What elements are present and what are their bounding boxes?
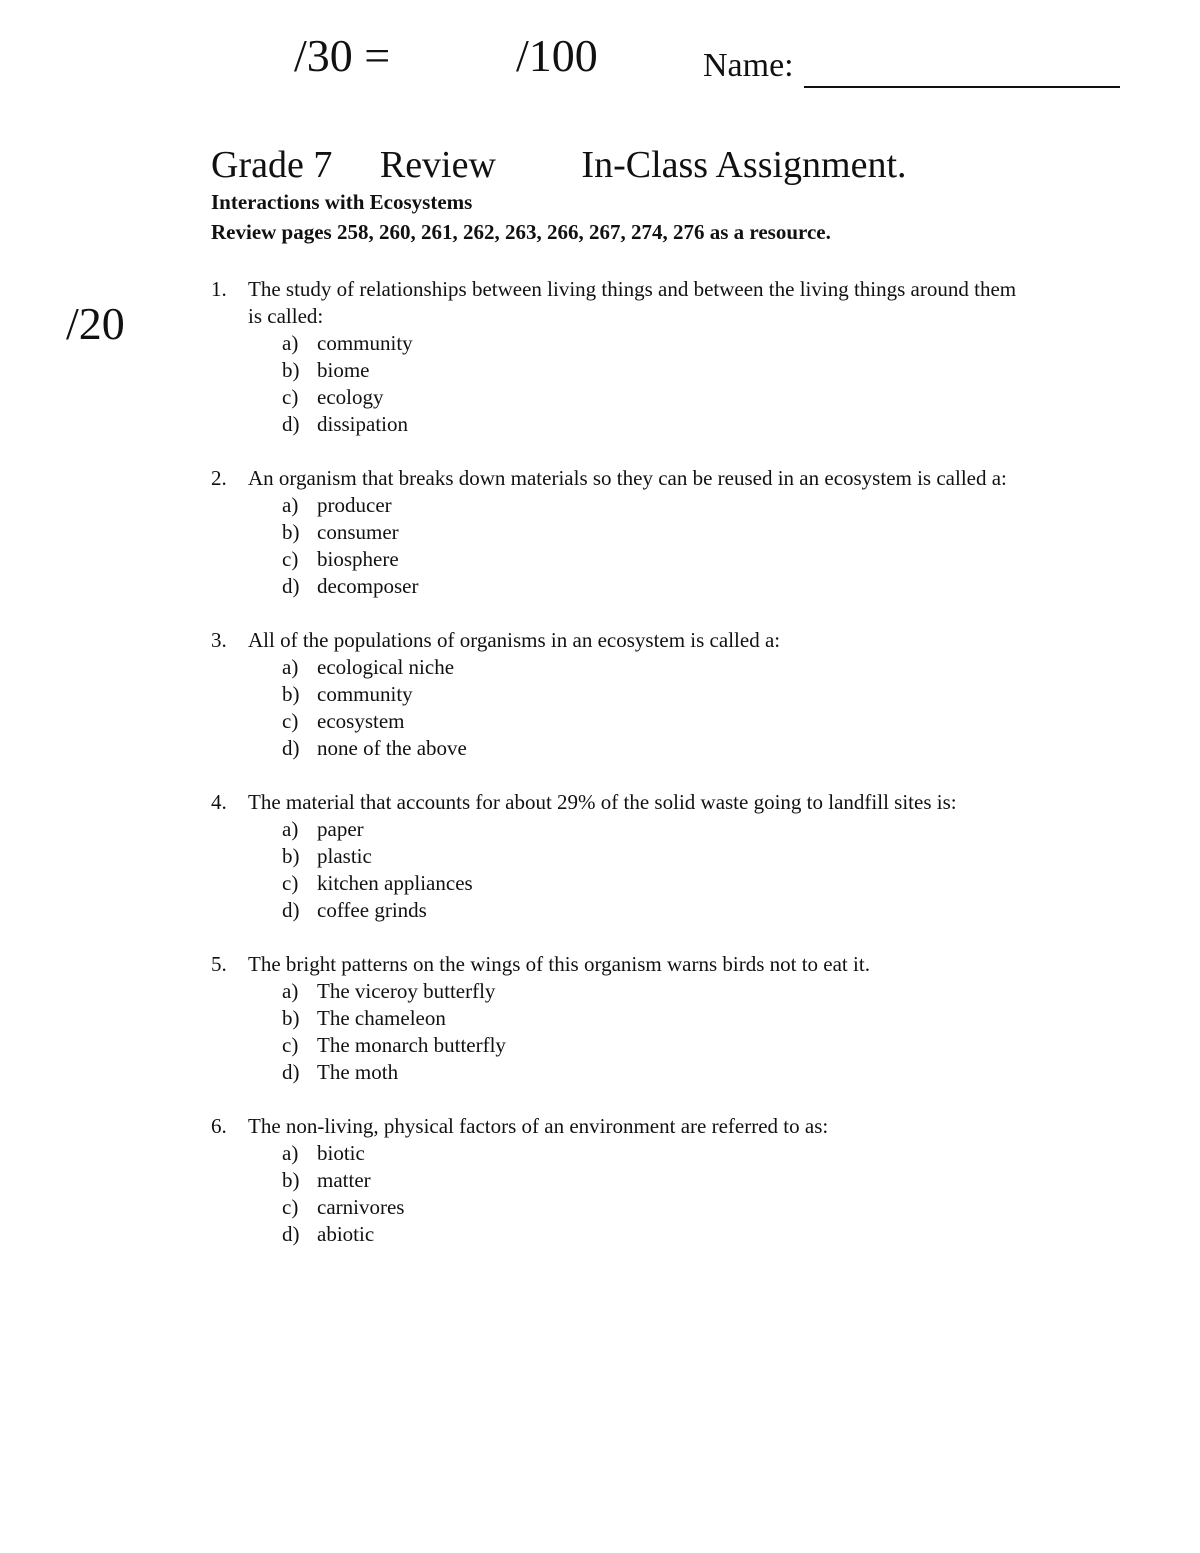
name-field (703, 44, 1120, 88)
option-text: producer (317, 493, 392, 517)
option-letter: a) (282, 331, 299, 355)
question-5 (211, 951, 1031, 1086)
option-text: carnivores (317, 1195, 405, 1219)
option-b[interactable] (282, 519, 1031, 546)
option-letter: c) (282, 1195, 299, 1219)
question-stem (211, 627, 1031, 654)
option-list (211, 816, 1031, 924)
option-letter: c) (282, 1033, 299, 1057)
question-2 (211, 465, 1031, 600)
question-number: 3. (211, 628, 227, 652)
option-text: The monarch butterfly (317, 1033, 506, 1057)
option-letter: d) (282, 1222, 300, 1246)
option-text: ecological niche (317, 655, 455, 679)
option-text: ecology (317, 385, 384, 409)
question-number: 5. (211, 952, 227, 976)
option-text: ecosystem (317, 709, 405, 733)
question-text: The bright patterns on the wings of this organism warns birds not to eat it. (248, 952, 870, 976)
option-text: biotic (317, 1141, 365, 1165)
option-text: dissipation (317, 412, 409, 436)
question-stem (211, 1113, 1031, 1140)
option-d[interactable] (282, 1221, 1031, 1248)
option-letter: d) (282, 736, 300, 760)
option-letter: b) (282, 520, 300, 544)
option-letter: b) (282, 844, 300, 868)
question-6 (211, 1113, 1031, 1248)
question-stem (211, 951, 1031, 978)
question-number: 1. (211, 277, 227, 301)
question-number: 4. (211, 790, 227, 814)
option-text: consumer (317, 520, 399, 544)
option-d[interactable] (282, 735, 1031, 762)
option-c[interactable] (282, 1032, 1031, 1059)
option-c[interactable] (282, 870, 1031, 897)
name-blank-line[interactable] (804, 50, 1120, 88)
section-score-label: /20 (66, 298, 125, 349)
question-3 (211, 627, 1031, 762)
option-list (211, 492, 1031, 600)
option-a[interactable] (282, 816, 1031, 843)
question-number: 2. (211, 466, 227, 490)
option-d[interactable] (282, 897, 1031, 924)
question-stem (211, 789, 1031, 816)
option-letter: a) (282, 817, 299, 841)
option-a[interactable] (282, 1140, 1031, 1167)
question-text: The non-living, physical factors of an environment are referred to as: (248, 1114, 829, 1138)
option-letter: b) (282, 682, 300, 706)
option-text: matter (317, 1168, 371, 1192)
option-text: decomposer (317, 574, 419, 598)
option-letter: c) (282, 547, 299, 571)
option-text: biome (317, 358, 370, 382)
question-stem (211, 465, 1031, 492)
option-a[interactable] (282, 654, 1031, 681)
option-c[interactable] (282, 546, 1031, 573)
option-letter: b) (282, 1168, 300, 1192)
option-letter: a) (282, 1141, 299, 1165)
option-text: paper (317, 817, 364, 841)
option-letter: b) (282, 1006, 300, 1030)
score-total-label: /30 = (294, 30, 391, 81)
option-letter: c) (282, 871, 299, 895)
option-a[interactable] (282, 330, 1031, 357)
question-list (211, 276, 1031, 1275)
option-letter: a) (282, 979, 299, 1003)
option-list (211, 654, 1031, 762)
option-letter: d) (282, 1060, 300, 1084)
option-text: coffee grinds (317, 898, 427, 922)
question-4 (211, 789, 1031, 924)
unit-subtitle: Interactions with Ecosystems (211, 190, 473, 214)
question-text: The study of relationships between living things and between the living things around them is called: (248, 277, 1017, 328)
option-text: community (317, 331, 413, 355)
option-text: abiotic (317, 1222, 375, 1246)
resource-line: Review pages 258, 260, 261, 262, 263, 266, 267, 274, 276 as a resource. (211, 220, 831, 244)
option-letter: b) (282, 358, 300, 382)
option-c[interactable] (282, 708, 1031, 735)
page-title (211, 142, 907, 188)
option-b[interactable] (282, 1005, 1031, 1032)
option-letter: d) (282, 898, 300, 922)
question-text: All of the populations of organisms in an ecosystem is called a: (248, 628, 781, 652)
option-text: kitchen appliances (317, 871, 473, 895)
option-list (211, 1140, 1031, 1248)
option-d[interactable] (282, 411, 1031, 438)
option-text: The chameleon (317, 1006, 446, 1030)
question-text: An organism that breaks down materials so they can be reused in an ecosystem is called a: (248, 466, 1007, 490)
option-letter: a) (282, 493, 299, 517)
option-text: community (317, 682, 413, 706)
option-d[interactable] (282, 573, 1031, 600)
option-letter: a) (282, 655, 299, 679)
option-list (211, 978, 1031, 1086)
option-c[interactable] (282, 1194, 1031, 1221)
option-text: none of the above (317, 736, 467, 760)
title-assignment: In-Class Assignment. (581, 144, 907, 186)
question-stem (211, 276, 1031, 330)
score-percent-label: /100 (516, 30, 598, 81)
question-number: 6. (211, 1114, 227, 1138)
question-text: The material that accounts for about 29% of the solid waste going to landfill sites is: (248, 790, 957, 814)
title-grade: Grade 7 (211, 144, 333, 186)
option-a[interactable] (282, 978, 1031, 1005)
option-letter: d) (282, 574, 300, 598)
title-review: Review (379, 144, 496, 186)
option-text: plastic (317, 844, 372, 868)
option-d[interactable] (282, 1059, 1031, 1086)
option-text: The viceroy butterfly (317, 979, 496, 1003)
option-letter: c) (282, 709, 299, 733)
option-b[interactable] (282, 843, 1031, 870)
option-letter: d) (282, 412, 300, 436)
option-b[interactable] (282, 357, 1031, 384)
option-c[interactable] (282, 384, 1031, 411)
option-text: The moth (317, 1060, 399, 1084)
name-label: Name: (703, 47, 794, 84)
option-a[interactable] (282, 492, 1031, 519)
option-text: biosphere (317, 547, 399, 571)
question-1 (211, 276, 1031, 438)
option-b[interactable] (282, 681, 1031, 708)
option-b[interactable] (282, 1167, 1031, 1194)
option-list (211, 330, 1031, 438)
option-letter: c) (282, 385, 299, 409)
